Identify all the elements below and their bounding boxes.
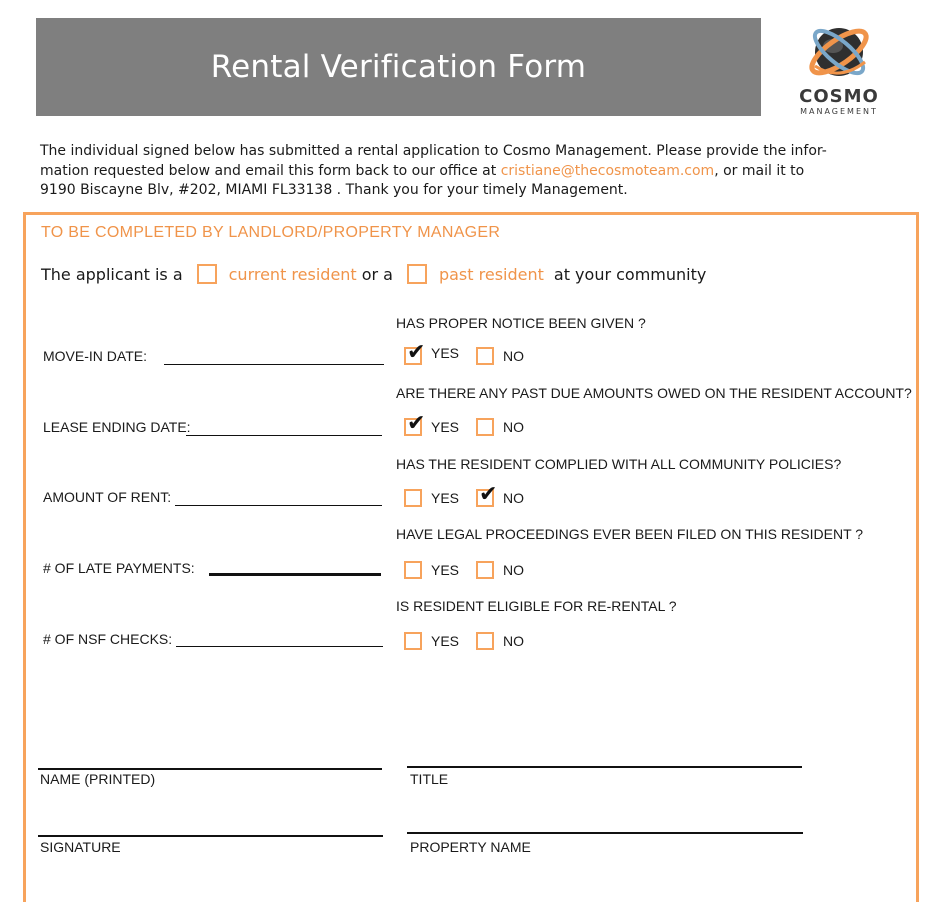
cosmo-logo <box>783 22 903 118</box>
question-past-due: ARE THERE ANY PAST DUE AMOUNTS OWED ON THE RESIDENT ACCOUNT? <box>396 385 912 401</box>
legal-yes-checkbox[interactable] <box>404 561 422 579</box>
property-name-label: PROPERTY NAME <box>410 839 531 855</box>
nsf-checks-field[interactable] <box>176 646 383 647</box>
signature-label: SIGNATURE <box>40 839 121 855</box>
intro-line-1: The individual signed below has submitted a rental application to Cosmo Management. Please provide the infor- <box>40 143 827 159</box>
notice-no-checkbox[interactable] <box>476 347 494 365</box>
answer-notice: ✔ YES NO <box>404 347 524 365</box>
question-legal: HAVE LEGAL PROCEEDINGS EVER BEEN FILED ON THIS RESIDENT ? <box>396 526 864 542</box>
late-payments-label: # OF LATE PAYMENTS: <box>43 560 195 576</box>
question-notice: HAS PROPER NOTICE BEEN GIVEN ? <box>396 315 646 331</box>
intro-line-2: mation requested below and email this form back to our office at cristiane@thecosmoteam.com, or mail it to <box>40 162 805 179</box>
header-banner <box>36 18 761 116</box>
lease-ending-date-label: LEASE ENDING DATE: <box>43 419 191 435</box>
check-icon: ✔ <box>407 340 426 365</box>
re-rental-yes-checkbox[interactable] <box>404 632 422 650</box>
lease-ending-date-field[interactable] <box>186 435 382 436</box>
title-line[interactable] <box>407 766 802 768</box>
move-in-date-field[interactable] <box>164 364 384 365</box>
intro-line-3: 9190 Biscayne Blv, #202, MIAMI FL33138 . Thank you for your timely Management. <box>40 182 628 198</box>
name-printed-label: NAME (PRINTED) <box>40 771 156 787</box>
move-in-date-label: MOVE-IN DATE: <box>43 348 147 364</box>
late-payments-field[interactable] <box>209 573 381 576</box>
property-name-line[interactable] <box>407 832 803 834</box>
policies-yes-checkbox[interactable] <box>404 489 422 507</box>
re-rental-no-checkbox[interactable] <box>476 632 494 650</box>
amount-of-rent-field[interactable] <box>175 505 382 506</box>
check-icon: ✔ <box>407 411 426 436</box>
nsf-checks-label: # OF NSF CHECKS: <box>43 631 173 647</box>
legal-no-checkbox[interactable] <box>476 561 494 579</box>
question-policies: HAS THE RESIDENT COMPLIED WITH ALL COMMUNITY POLICIES? <box>396 456 842 472</box>
answer-re-rental: YES NO <box>404 632 524 650</box>
question-re-rental: IS RESIDENT ELIGIBLE FOR RE-RENTAL ? <box>396 598 677 614</box>
answer-past-due: ✔ YES NO <box>404 418 524 436</box>
amount-of-rent-label: AMOUNT OF RENT: <box>43 489 172 505</box>
past-resident-checkbox[interactable] <box>407 264 427 284</box>
answer-legal: YES NO <box>404 561 524 579</box>
applicant-status-line: The applicant is a current resident or a past resident at your community <box>41 264 707 284</box>
title-label: TITLE <box>410 771 449 787</box>
notice-yes-checkbox[interactable] <box>404 340 426 365</box>
logo-tagline: MANAGEMENT <box>800 107 878 116</box>
past-resident-label: past resident <box>438 264 544 284</box>
section-title: TO BE COMPLETED BY LANDLORD/PROPERTY MANAGER <box>41 224 501 241</box>
past-due-no-checkbox[interactable] <box>476 418 494 436</box>
past-due-yes-checkbox[interactable] <box>404 411 426 436</box>
answer-policies: YES ✔ NO <box>404 489 524 507</box>
name-printed-line[interactable] <box>38 768 382 770</box>
signature-line[interactable] <box>38 835 383 837</box>
current-resident-checkbox[interactable] <box>197 264 217 284</box>
logo-wordmark: COSMO <box>799 86 879 107</box>
globe-logo-icon <box>783 22 895 86</box>
check-icon: ✔ <box>479 482 498 507</box>
policies-no-checkbox[interactable] <box>476 482 498 507</box>
email-link[interactable]: cristiane@thecosmoteam.com <box>500 162 715 179</box>
page-title: Rental Verification Form <box>210 49 587 85</box>
current-resident-label: current resident <box>228 264 357 284</box>
intro-paragraph <box>40 142 900 201</box>
